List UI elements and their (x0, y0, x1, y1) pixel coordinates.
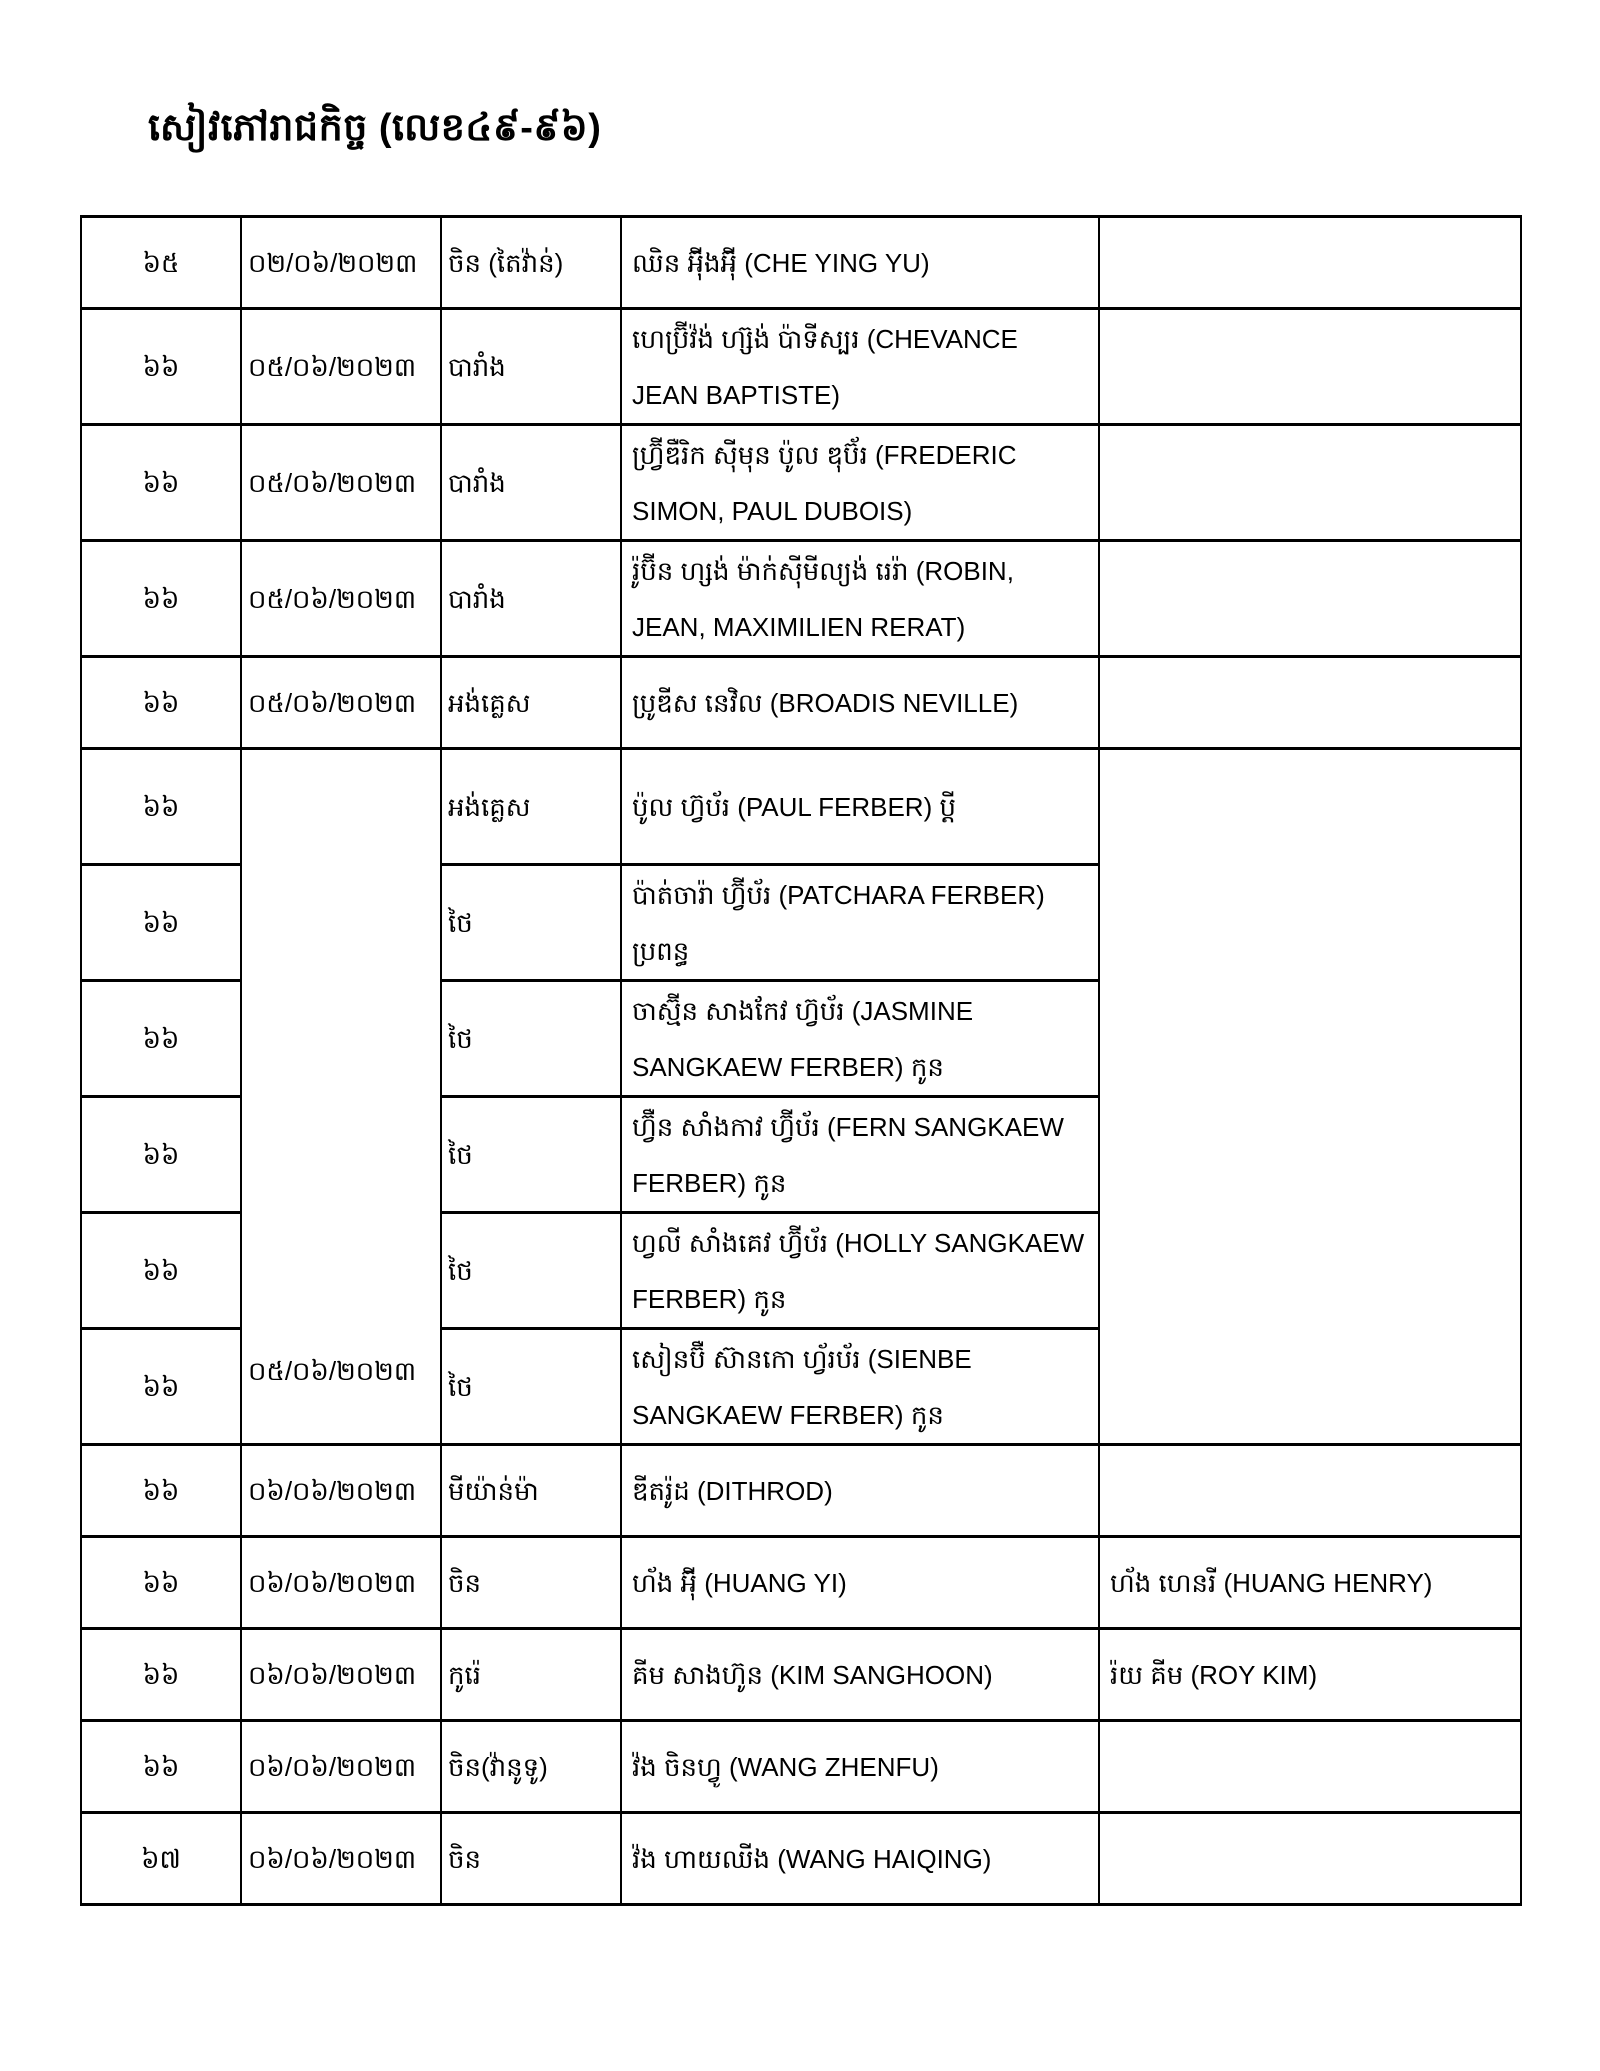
cell-nationality: អង់គ្លេស (441, 749, 621, 865)
cell-no: ៦៦ (81, 1329, 241, 1445)
cell-name: ប្រូឌីស នេវិល (BROADIS NEVILLE) (621, 657, 1099, 749)
cell-date: ០៥/០៦/២០២៣ (241, 425, 441, 541)
cell-nationality: កូរ៉េ (441, 1629, 621, 1721)
table-row (81, 749, 1521, 865)
cell-date: ០៦/០៦/២០២៣ (241, 1537, 441, 1629)
cell-no: ៦៦ (81, 1537, 241, 1629)
table-row (81, 217, 1521, 309)
cell-other-name (1099, 657, 1521, 749)
table-row (81, 1537, 1521, 1629)
cell-nationality: បារាំង (441, 541, 621, 657)
cell-name: វ៉ង ចិនហ្វូ (WANG ZHENFU) (621, 1721, 1099, 1813)
cell-no: ៦៦ (81, 425, 241, 541)
cell-name: ហេប្រ៊ីវ៉ង់ ហ្ស៊ង់ ប៉ាទីស្បរ (CHEVANCE JEAN BAPTISTE) (621, 309, 1099, 425)
cell-nationality: ចិន (441, 1537, 621, 1629)
cell-other-name (1099, 217, 1521, 309)
cell-name: សៀនប៊ឺ ស៊ានកោ ហ្វ័រប័រ (SIENBE SANGKAEW FERBER) កូន (621, 1329, 1099, 1445)
cell-nationality: ចិន (តៃវ៉ាន់) (441, 217, 621, 309)
cell-no: ៦៦ (81, 981, 241, 1097)
cell-name: ហ្វ្រ៊ីឌឺរិក ស៊ីមុន ប៉ូល ឌុប៊័រ (FREDERIC SIMON, PAUL DUBOIS) (621, 425, 1099, 541)
cell-name: វ៉ង ហាយឈីង (WANG HAIQING) (621, 1813, 1099, 1905)
cell-nationality: ថៃ (441, 865, 621, 981)
cell-name: គីម សាងហ៊ូន (KIM SANGHOON) (621, 1629, 1099, 1721)
cell-no: ៦៦ (81, 749, 241, 865)
cell-other-name-merged (1099, 749, 1521, 1445)
cell-other-name (1099, 425, 1521, 541)
cell-name: ហ្វ៊ឺន សាំងកាវ ហ្វ៊ីប័រ (FERN SANGKAEW FERBER) កូន (621, 1097, 1099, 1213)
cell-other-name (1099, 309, 1521, 425)
cell-date: ០៦/០៦/២០២៣ (241, 1629, 441, 1721)
cell-name: ប៉ាត់ចារ៉ា ហ្វ៊ីប័រ (PATCHARA FERBER) ប្រពន្ធ (621, 865, 1099, 981)
cell-date: ០៥/០៦/២០២៣ (241, 541, 441, 657)
cell-no: ៦៧ (81, 1813, 241, 1905)
cell-date: ០៥/០៦/២០២៣ (241, 657, 441, 749)
cell-no: ៦៦ (81, 1721, 241, 1813)
cell-name: ចាស្ម៊ីន សាងកែវ ហ្វ៊ប័រ (JASMINE SANGKAEW FERBER) កូន (621, 981, 1099, 1097)
cell-no: ៦៦ (81, 1097, 241, 1213)
cell-other-name: រ៉យ គីម (ROY KIM) (1099, 1629, 1521, 1721)
cell-name: ហ័ង អ៊ុី (HUANG YI) (621, 1537, 1099, 1629)
cell-no: ៦៦ (81, 657, 241, 749)
cell-nationality: ចិន(វ៉ានូទូ) (441, 1721, 621, 1813)
table-row (81, 1629, 1521, 1721)
table-row (81, 657, 1521, 749)
cell-date: ០៦/០៦/២០២៣ (241, 1813, 441, 1905)
cell-nationality: ថៃ (441, 1329, 621, 1445)
cell-name: ឈិន អ៊ុីងអ៊ុី (CHE YING YU) (621, 217, 1099, 309)
cell-date: ០៥/០៦/២០២៣ (241, 309, 441, 425)
cell-date: ០៦/០៦/២០២៣ (241, 1445, 441, 1537)
cell-date: ០២/០៦/២០២៣ (241, 217, 441, 309)
table-row (81, 1445, 1521, 1537)
cell-name: ប៉ូល ហ្វ៊ប័រ (PAUL FERBER) ប្តី (621, 749, 1099, 865)
table-row (81, 309, 1521, 425)
cell-name: រ៉ូប៊ីន ហ្សង់ ម៉ាក់ស៊ីមីល្យង់ រេរ៉ា (ROBIN, JEAN, MAXIMILIEN RERAT) (621, 541, 1099, 657)
cell-other-name (1099, 1813, 1521, 1905)
cell-name: ហ្វលី សាំងគេវ ហ្វ៊ីប័រ (HOLLY SANGKAEW FERBER) កូន (621, 1213, 1099, 1329)
records-table (80, 215, 1522, 1906)
cell-nationality: ថៃ (441, 1213, 621, 1329)
cell-nationality: ចិន (441, 1813, 621, 1905)
table-row (81, 425, 1521, 541)
cell-other-name (1099, 1445, 1521, 1537)
table-row (81, 1813, 1521, 1905)
cell-other-name: ហ័ង ហេនរី (HUANG HENRY) (1099, 1537, 1521, 1629)
cell-no: ៦៦ (81, 1445, 241, 1537)
cell-nationality: បារាំង (441, 425, 621, 541)
cell-no: ៦៥ (81, 217, 241, 309)
cell-no: ៦៦ (81, 1629, 241, 1721)
cell-nationality: មីយ៉ាន់ម៉ា (441, 1445, 621, 1537)
cell-nationality: អង់គ្លេស (441, 657, 621, 749)
cell-nationality: បារាំង (441, 309, 621, 425)
cell-no: ៦៦ (81, 309, 241, 425)
cell-name: ឌីតរ៉ូដ (DITHROD) (621, 1445, 1099, 1537)
cell-nationality: ថៃ (441, 981, 621, 1097)
cell-nationality: ថៃ (441, 1097, 621, 1213)
cell-no: ៦៦ (81, 865, 241, 981)
cell-no: ៦៦ (81, 1213, 241, 1329)
cell-other-name (1099, 541, 1521, 657)
cell-no: ៦៦ (81, 541, 241, 657)
cell-other-name (1099, 1721, 1521, 1813)
table-row (81, 1721, 1521, 1813)
table-row (81, 541, 1521, 657)
cell-date: ០៦/០៦/២០២៣ (241, 1721, 441, 1813)
page-title: សៀវភៅរាជកិច្ច (លេខ៤៩-៩៦) (148, 107, 602, 149)
cell-date-merged: ០៥/០៦/២០២៣ (241, 749, 441, 1445)
